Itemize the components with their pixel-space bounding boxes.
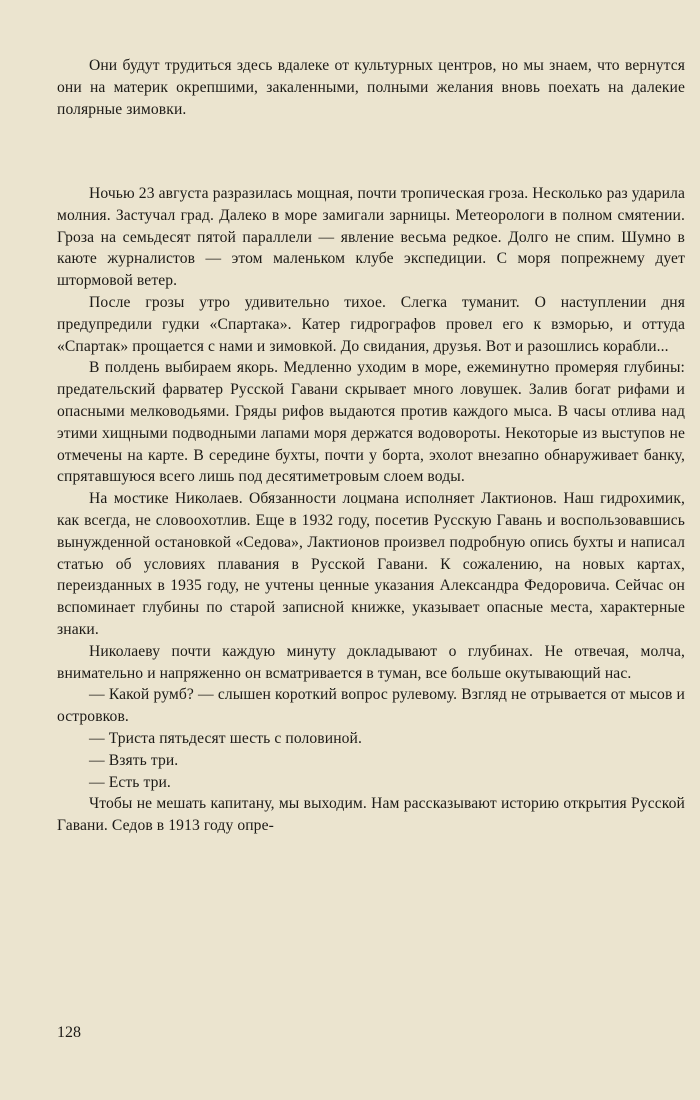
dialogue-line: — Триста пятьдесят шесть с половиной. (89, 729, 362, 747)
page-number: 128 (57, 1024, 81, 1041)
paragraph: Ночью 23 августа разразилась мощная, почти тропическая гроза. Несколько раз ударила молния. Застучал град. Далеко в море замигали зарницы. Метеорологи в полном смятении. Гроза на семьдесят пятой параллели — явление весьма редкое. Долго не спим. Шумно в каюте журналистов — этом маленьком клубе экспедиции. С моря попрежнему дует штормовой ветер. (57, 185, 685, 290)
paragraph: Они будут трудиться здесь вдалеке от культурных центров, но мы знаем, что вернутся они на материк окрепшими, закаленными, полными желания вновь поехать на далекие полярные зимовки. (57, 57, 685, 118)
paragraph: На мостике Николаев. Обязанности лоцмана исполняет Лактионов. Наш гидрохимик, как всегда, не словоохотлив. Еще в 1932 году, посетив Русскую Гавань и воспользовавшись вынужденной остановкой «Седова», Лактионов произвел подробную опись бухты и написал статью об условиях плавания в Русской Гавани. К сожалению, на новых картах, переизданных в 1935 году, не учтены ценные указания Александра Федоровича. Сейчас он вспоминает глубины по старой записной книжке, указывает опасные места, характерные знаки. (57, 490, 685, 638)
text-block-main (57, 183, 685, 837)
paragraph: Чтобы не мешать капитану, мы выходим. Нам рассказывают историю открытия Русской Гавани. Седов в 1913 году опре- (57, 795, 685, 835)
paragraph: Николаеву почти каждую минуту докладывают о глубинах. Не отвечая, молча, внимательно и напряженно он всматривается в туман, все больше окутывающий нас. (57, 642, 685, 682)
dialogue-line: — Взять три. (89, 751, 179, 769)
paragraph: После грозы утро удивительно тихое. Слегка туманит. О наступлении дня предупредили гудки «Спартака». Катер гидрографов провел его к взморью, и оттуда «Спартак» прощается с нами и зимовкой. До свидания, друзья. Вот и разошлись корабли... (57, 293, 685, 355)
text-block-top (57, 55, 685, 120)
dialogue-line: — Есть три. (89, 773, 171, 791)
paragraph: В полдень выбираем якорь. Медленно уходим в море, ежеминутно промеряя глубины: предательский фарватер Русской Гавани скрывает много ловушек. Залив богат рифами и опасными мелководьями. Гряды рифов выдаются против каждого мыса. В часы отлива над этими хищными подводными лапами моря держатся водовороты. Некоторые из выступов не отмечены на карте. В середине бухты, почти у борта, эхолот внезапно обнаруживает банку, спрятавшуюся всего лишь под десятиметровым слоем воды. (57, 359, 685, 486)
dialogue-line: — Какой румб? — слышен короткий вопрос рулевому. Взгляд не отрывается от мысов и островков. (57, 686, 685, 726)
